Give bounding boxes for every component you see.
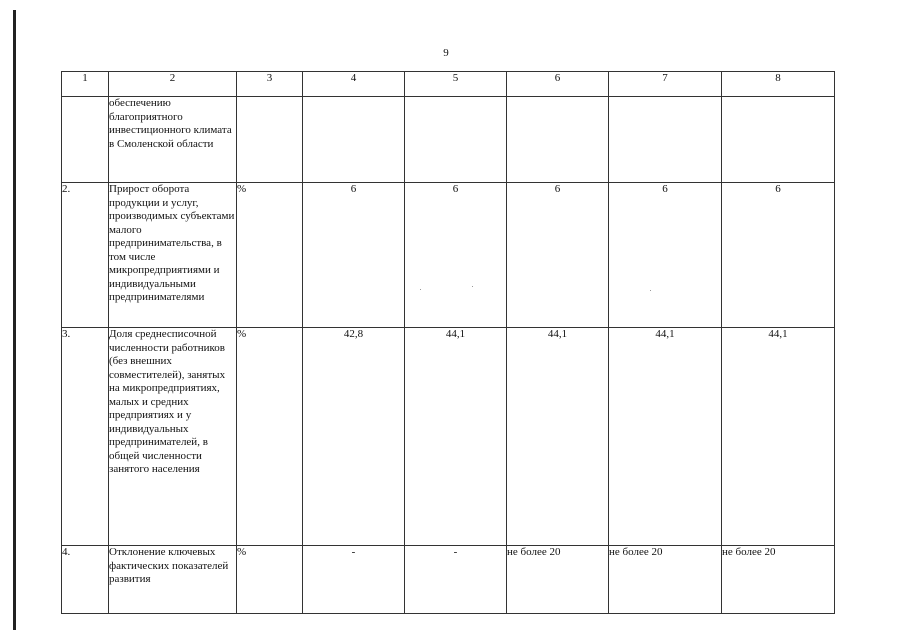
value-cell: 44,1: [609, 328, 722, 546]
indicator-name: Отклонение ключевых фактических показателей развития: [109, 546, 237, 614]
table-row: [62, 97, 835, 183]
value-cell: 6: [609, 183, 722, 328]
indicators-table: [61, 71, 835, 614]
unit-cell: %: [237, 546, 303, 614]
table-row: [62, 328, 835, 546]
value-cell: 6: [507, 183, 609, 328]
header-row: [62, 72, 835, 97]
row-number: 4.: [62, 546, 109, 614]
header-cell: 4: [303, 72, 405, 97]
value-cell: [609, 97, 722, 183]
header-cell: 6: [507, 72, 609, 97]
header-cell: 1: [62, 72, 109, 97]
header-cell: 7: [609, 72, 722, 97]
value-cell: -: [405, 546, 507, 614]
indicator-name: обеспечению благоприятного инвестиционного климата в Смоленской области: [109, 97, 237, 183]
scan-speck: [472, 286, 473, 287]
indicator-name: Прирост оборота продукции и услуг, производимых субъектами малого предпринимательства, в том числе микропредприятиями и индивидуальными предпринимателями: [109, 183, 237, 328]
value-cell: [507, 97, 609, 183]
unit-cell: %: [237, 328, 303, 546]
value-cell: [405, 97, 507, 183]
scan-speck: [650, 290, 651, 291]
header-cell: 3: [237, 72, 303, 97]
unit-cell: [237, 97, 303, 183]
header-cell: 8: [722, 72, 835, 97]
value-cell: 42,8: [303, 328, 405, 546]
row-number: 2.: [62, 183, 109, 328]
scan-speck: [420, 289, 421, 290]
value-cell: [303, 97, 405, 183]
unit-cell: %: [237, 183, 303, 328]
value-cell: не более 20: [722, 546, 835, 614]
table-row: [62, 183, 835, 328]
header-cell: 2: [109, 72, 237, 97]
value-cell: 6: [722, 183, 835, 328]
value-cell: не более 20: [609, 546, 722, 614]
table-row: [62, 546, 835, 614]
value-cell: 44,1: [405, 328, 507, 546]
indicator-name: Доля среднесписочной численности работников (без внешних совместителей), занятых на микропредприятиях, малых и средних предприятиях и у индивидуальных предпринимателей, в общей численности занятого населения: [109, 328, 237, 546]
value-cell: 44,1: [722, 328, 835, 546]
value-cell: 6: [405, 183, 507, 328]
page-number: 9: [443, 47, 449, 59]
value-cell: 6: [303, 183, 405, 328]
row-number: 3.: [62, 328, 109, 546]
value-cell: не более 20: [507, 546, 609, 614]
header-cell: 5: [405, 72, 507, 97]
value-cell: 44,1: [507, 328, 609, 546]
value-cell: -: [303, 546, 405, 614]
binding-edge-line: [13, 10, 16, 630]
value-cell: [722, 97, 835, 183]
row-number: [62, 97, 109, 183]
